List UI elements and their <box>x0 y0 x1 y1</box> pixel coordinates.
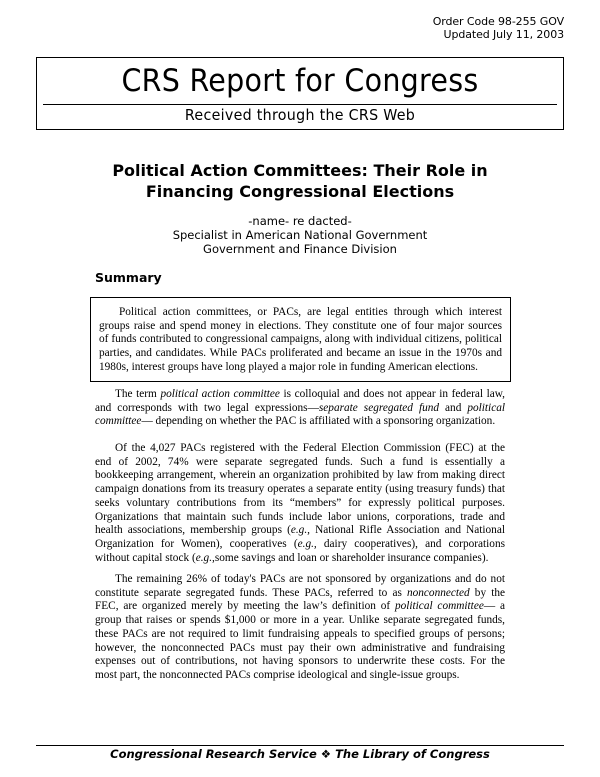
paragraph-line: these PACs are not required to limit fundraising appeals to specified groups of persons; <box>95 627 505 640</box>
paragraph-line <box>95 524 505 538</box>
text-run: constitute separate segregated funds. These PACs, referred to as <box>95 586 407 599</box>
author-title: Specialist in American National Government <box>172 228 428 242</box>
summary-line: of funds contributed to congressional campaigns, along with individual citizens, political <box>99 333 502 346</box>
summary-line: 1980s, interest groups have long played a major role in funding American elections. <box>99 360 478 373</box>
emphasis-text: separate segregated fund <box>318 401 440 414</box>
author-name: -name- re dacted- <box>248 214 352 228</box>
text-run: by the <box>469 586 506 599</box>
paragraph-line: Organizations that maintain such funds include labor unions, corporations, trade and <box>95 510 505 523</box>
document-title-line: Political Action Committees: Their Role in <box>112 161 488 180</box>
footer-text: Congressional Research Service ❖ The Library of Congress <box>110 747 490 761</box>
author-division: Government and Finance Division <box>203 242 397 256</box>
paragraph-line <box>95 587 505 601</box>
body-paragraph-ssf <box>95 442 505 565</box>
updated-date: Updated July 11, 2003 <box>443 28 564 41</box>
text-run: — depending on whether the PAC is affiliated with a sponsoring organization. <box>141 415 496 428</box>
footer-divider <box>36 745 564 746</box>
emphasis-text: e.g., <box>290 524 310 537</box>
order-code-block <box>433 15 564 41</box>
text-run: dairy cooperatives), and corporations <box>316 537 505 550</box>
text-run: and corresponds with two legal expressions— <box>95 401 319 414</box>
order-code: Order Code 98-255 GOV <box>432 15 564 28</box>
emphasis-text: political action committee <box>160 388 280 400</box>
body-paragraph-nonconnected <box>95 573 505 683</box>
paragraph-line: however, the nonconnected PACs must pay their own administrative and fundraising <box>95 641 505 654</box>
text-run: without capital stock ( <box>95 551 196 564</box>
document-title <box>80 160 520 202</box>
paragraph-line <box>95 402 505 416</box>
emphasis-text: political committee <box>394 600 484 613</box>
summary-box <box>90 297 511 382</box>
summary-line: parties, and candidates. While PACs proliferated and became an issue in the 1970s and <box>99 347 502 360</box>
paragraph-line <box>95 538 505 552</box>
paragraph-line <box>95 600 505 614</box>
paragraph-line: group that raises or spends $1,000 or more in a year. Unlike separate segregated funds, <box>95 614 505 627</box>
paragraph-line <box>95 552 505 566</box>
author-block <box>80 214 520 256</box>
paragraph-line: seeks voluntary contributions from its “members” for expressly political purposes. <box>95 496 505 509</box>
paragraph-line: Of the 4,027 PACs registered with the Federal Election Commission (FEC) at the <box>115 442 505 454</box>
emphasis-text: e.g., <box>297 537 317 550</box>
paragraph-line: expenses out of contributions, not having sponsors to underwrite these costs. For the <box>95 655 505 668</box>
summary-heading: Summary <box>95 270 162 285</box>
text-run: — a <box>483 600 505 613</box>
emphasis-text: e.g., <box>195 551 215 564</box>
paragraph-line: end of 2002, 74% were separate segregated funds. Such a fund is essentially a <box>95 455 505 468</box>
paragraph-line: The remaining 26% of today's PACs are not sponsored by organizations and do not <box>115 573 505 585</box>
document-title-line: Financing Congressional Elections <box>145 182 455 201</box>
emphasis-text: political <box>467 401 505 414</box>
summary-line: groups raise and spend money in elections. They constitute one of four major sources <box>99 319 502 332</box>
text-run: FEC, are organized merely by meeting the law’s definition of <box>95 600 395 613</box>
emphasis-text: committee <box>95 415 142 428</box>
text-run: The term <box>115 388 161 400</box>
paragraph-line <box>95 415 505 429</box>
paragraph-line: campaign donations from its treasury operates a separate entity (using treasury funds) that <box>95 483 505 496</box>
paragraph-line: bookkeeping arrangement, wherein an organization prohibited by law from making direct <box>95 469 505 482</box>
masthead-subtitle: Received through the CRS Web <box>184 106 416 124</box>
text-run: and <box>439 401 468 414</box>
text-run: Organization for Women), cooperatives ( <box>95 537 298 550</box>
masthead-title: CRS Report for Congress <box>121 63 479 99</box>
text-run: health associations, membership groups ( <box>95 524 291 537</box>
emphasis-text: nonconnected <box>406 586 470 599</box>
text-run: National Rifle Association and National <box>309 524 505 537</box>
masthead-box <box>36 57 564 130</box>
body-paragraph-term <box>95 388 505 429</box>
summary-line: Political action committees, or PACs, are legal entities through which interest <box>119 306 502 318</box>
text-run: some savings and loan or shareholder insurance companies). <box>214 551 489 564</box>
paragraph-line <box>95 388 505 402</box>
paragraph-line: most part, the nonconnected PACs comprise ideological and single-issue groups. <box>95 668 460 681</box>
text-run: is colloquial and does not appear in federal law, <box>279 388 505 400</box>
